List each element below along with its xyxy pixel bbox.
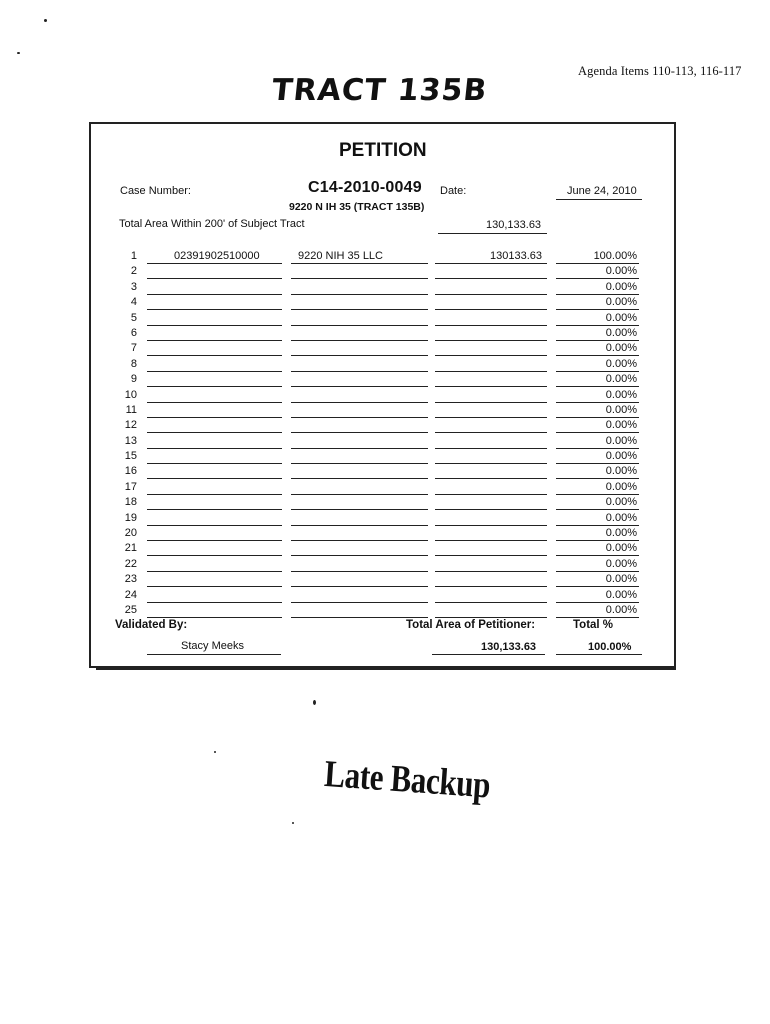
- row-percent: 0.00%: [605, 465, 637, 477]
- row-parcel-line: [147, 617, 282, 618]
- row-parcel-line: [147, 309, 282, 310]
- total-petitioner-label: Total Area of Petitioner:: [406, 619, 536, 631]
- row-percent: 0.00%: [605, 296, 637, 308]
- row-owner-line: [291, 555, 428, 556]
- date-underline: [556, 199, 642, 200]
- row-parcel-line: [147, 602, 282, 603]
- agenda-items-label: Agenda Items 110-113, 116-117: [578, 64, 742, 78]
- row-owner-line: [291, 371, 428, 372]
- row-area-line: [435, 602, 547, 603]
- date-value: June 24, 2010: [567, 185, 637, 197]
- row-owner-line: [291, 448, 428, 449]
- scan-speck: [292, 822, 294, 824]
- row-parcel-line: [147, 432, 282, 433]
- row-parcel-line: [147, 463, 282, 464]
- row-parcel: 02391902510000: [174, 250, 260, 262]
- row-area-line: [435, 617, 547, 618]
- row-parcel-line: [147, 386, 282, 387]
- row-owner-line: [291, 432, 428, 433]
- row-parcel-line: [147, 263, 282, 264]
- row-area-line: [435, 555, 547, 556]
- row-percent-line: [556, 355, 639, 356]
- row-area-line: [435, 525, 547, 526]
- row-number: 15: [124, 450, 137, 462]
- row-percent-line: [556, 571, 639, 572]
- row-percent: 0.00%: [605, 389, 637, 401]
- scan-speck: [44, 19, 47, 22]
- row-number: 7: [130, 342, 137, 354]
- total-area-label: Total Area Within 200' of Subject Tract: [119, 218, 305, 230]
- scan-speck: [214, 751, 216, 753]
- row-number: 8: [130, 358, 137, 370]
- row-area-line: [435, 417, 547, 418]
- row-parcel-line: [147, 417, 282, 418]
- row-parcel-line: [147, 402, 282, 403]
- row-parcel-line: [147, 540, 282, 541]
- handwritten-late-backup: Late Backup: [323, 752, 492, 807]
- row-percent: 0.00%: [605, 589, 637, 601]
- row-percent-line: [556, 340, 639, 341]
- row-percent: 0.00%: [605, 496, 637, 508]
- row-percent-line: [556, 325, 639, 326]
- row-area: 130133.63: [490, 250, 542, 262]
- row-percent: 0.00%: [605, 419, 637, 431]
- row-number: 16: [124, 465, 137, 477]
- row-owner-line: [291, 417, 428, 418]
- row-parcel-line: [147, 278, 282, 279]
- petition-title: PETITION: [339, 140, 427, 161]
- row-number: 4: [130, 296, 137, 308]
- row-percent: 100.00%: [593, 250, 637, 262]
- row-parcel-line: [147, 586, 282, 587]
- row-owner-line: [291, 340, 428, 341]
- row-owner-line: [291, 463, 428, 464]
- total-percent-value: 100.00%: [588, 641, 632, 653]
- row-number: 6: [130, 327, 137, 339]
- row-number: 19: [124, 512, 137, 524]
- row-percent: 0.00%: [605, 558, 637, 570]
- row-owner-line: [291, 571, 428, 572]
- row-parcel-line: [147, 494, 282, 495]
- row-number: 3: [130, 281, 137, 293]
- row-percent: 0.00%: [605, 527, 637, 539]
- row-owner-line: [291, 309, 428, 310]
- row-owner-line: [291, 478, 428, 479]
- row-percent-line: [556, 617, 639, 618]
- row-percent: 0.00%: [605, 450, 637, 462]
- row-percent: 0.00%: [605, 281, 637, 293]
- row-number: 10: [124, 389, 137, 401]
- row-owner-line: [291, 540, 428, 541]
- row-percent: 0.00%: [605, 542, 637, 554]
- row-area-line: [435, 478, 547, 479]
- row-owner-line: [291, 509, 428, 510]
- row-area-line: [435, 263, 547, 264]
- row-number: 20: [124, 527, 137, 539]
- row-area-line: [435, 309, 547, 310]
- row-percent: 0.00%: [605, 573, 637, 585]
- row-number: 2: [130, 265, 137, 277]
- row-percent-line: [556, 278, 639, 279]
- row-percent: 0.00%: [605, 435, 637, 447]
- row-number: 18: [124, 496, 137, 508]
- row-area-line: [435, 571, 547, 572]
- row-area-line: [435, 402, 547, 403]
- total-petitioner-value: 130,133.63: [481, 641, 537, 653]
- total-petitioner-underline: [432, 654, 545, 655]
- row-number: 11: [125, 404, 137, 416]
- total-percent-label: Total %: [573, 619, 614, 631]
- row-owner-line: [291, 494, 428, 495]
- row-parcel-line: [147, 555, 282, 556]
- row-number: 9: [130, 373, 137, 385]
- row-area-line: [435, 386, 547, 387]
- row-percent-line: [556, 509, 639, 510]
- row-number: 23: [124, 573, 137, 585]
- row-percent-line: [556, 309, 639, 310]
- row-area-line: [435, 509, 547, 510]
- row-number: 17: [124, 481, 137, 493]
- row-owner-line: [291, 355, 428, 356]
- row-owner: 9220 NIH 35 LLC: [298, 250, 383, 262]
- subject-tract-address: 9220 N IH 35 (TRACT 135B): [289, 201, 425, 213]
- row-parcel-line: [147, 371, 282, 372]
- row-number: 22: [124, 558, 137, 570]
- row-parcel-line: [147, 340, 282, 341]
- row-area-line: [435, 294, 547, 295]
- row-owner-line: [291, 263, 428, 264]
- row-percent-line: [556, 432, 639, 433]
- validated-underline: [147, 654, 281, 655]
- row-percent: 0.00%: [605, 265, 637, 277]
- row-percent: 0.00%: [605, 481, 637, 493]
- row-percent-line: [556, 448, 639, 449]
- row-owner-line: [291, 386, 428, 387]
- row-area-line: [435, 448, 547, 449]
- row-percent-line: [556, 263, 639, 264]
- row-owner-line: [291, 602, 428, 603]
- row-number: 5: [130, 312, 137, 324]
- row-area-line: [435, 325, 547, 326]
- row-percent: 0.00%: [605, 373, 637, 385]
- row-percent-line: [556, 463, 639, 464]
- validated-name: Stacy Meeks: [181, 640, 244, 652]
- row-percent-line: [556, 417, 639, 418]
- row-number: 25: [124, 604, 137, 616]
- total-percent-underline: [556, 654, 642, 655]
- row-owner-line: [291, 278, 428, 279]
- row-parcel-line: [147, 509, 282, 510]
- date-label: Date:: [440, 185, 467, 197]
- row-parcel-line: [147, 294, 282, 295]
- scan-speck: [313, 700, 316, 705]
- case-number-value: C14-2010-0049: [308, 179, 422, 196]
- row-parcel-line: [147, 478, 282, 479]
- row-owner-line: [291, 586, 428, 587]
- row-area-line: [435, 494, 547, 495]
- total-area-underline: [438, 233, 547, 234]
- row-area-line: [435, 278, 547, 279]
- row-number: 24: [124, 589, 137, 601]
- row-number: 1: [130, 250, 137, 262]
- row-number: 13: [124, 435, 137, 447]
- row-area-line: [435, 540, 547, 541]
- handwritten-tract-title: TRACT 135B: [270, 73, 490, 108]
- row-owner-line: [291, 402, 428, 403]
- row-parcel-line: [147, 525, 282, 526]
- row-percent: 0.00%: [605, 404, 637, 416]
- row-percent: 0.00%: [605, 604, 637, 616]
- row-percent: 0.00%: [605, 512, 637, 524]
- row-area-line: [435, 463, 547, 464]
- row-percent: 0.00%: [605, 312, 637, 324]
- row-percent-line: [556, 555, 639, 556]
- row-area-line: [435, 371, 547, 372]
- row-percent-line: [556, 294, 639, 295]
- row-owner-line: [291, 525, 428, 526]
- row-area-line: [435, 340, 547, 341]
- row-owner-line: [291, 294, 428, 295]
- row-percent: 0.00%: [605, 342, 637, 354]
- validated-by-label: Validated By:: [115, 619, 188, 631]
- row-number: 12: [124, 419, 137, 431]
- scan-speck: [17, 52, 20, 54]
- row-parcel-line: [147, 571, 282, 572]
- case-number-label: Case Number:: [120, 185, 191, 197]
- row-percent-line: [556, 602, 639, 603]
- row-percent-line: [556, 586, 639, 587]
- row-percent-line: [556, 402, 639, 403]
- row-area-line: [435, 586, 547, 587]
- row-percent-line: [556, 540, 639, 541]
- row-parcel-line: [147, 355, 282, 356]
- row-area-line: [435, 432, 547, 433]
- row-percent-line: [556, 494, 639, 495]
- row-parcel-line: [147, 325, 282, 326]
- row-area-line: [435, 355, 547, 356]
- row-percent: 0.00%: [605, 358, 637, 370]
- row-percent-line: [556, 371, 639, 372]
- row-number: 21: [124, 542, 137, 554]
- row-percent-line: [556, 386, 639, 387]
- total-area-value: 130,133.63: [486, 219, 542, 231]
- row-owner-line: [291, 617, 428, 618]
- row-parcel-line: [147, 448, 282, 449]
- row-percent: 0.00%: [605, 327, 637, 339]
- row-percent-line: [556, 525, 639, 526]
- row-owner-line: [291, 325, 428, 326]
- row-percent-line: [556, 478, 639, 479]
